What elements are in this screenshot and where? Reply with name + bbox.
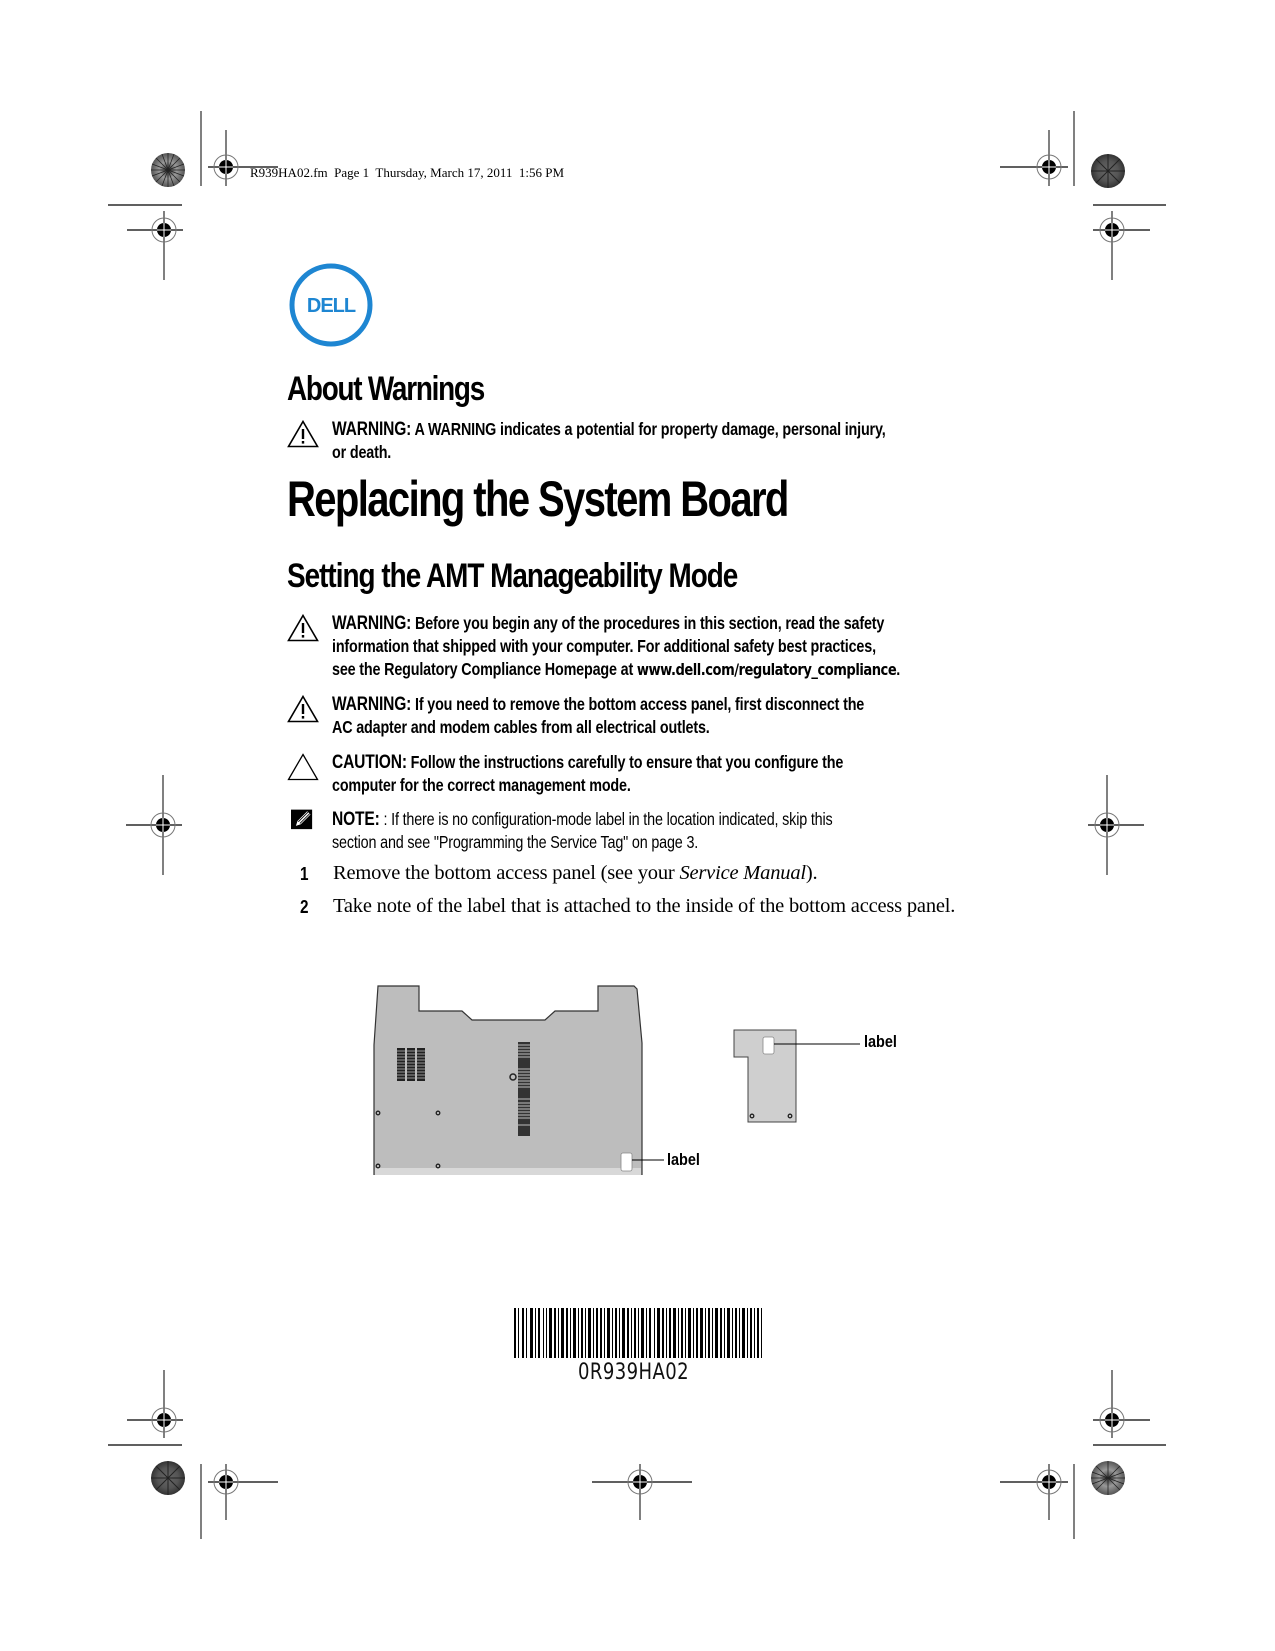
star-target-icon bbox=[151, 1461, 185, 1495]
about-warnings-heading: About Warnings bbox=[287, 370, 485, 408]
callout-label-bottom-panel: label bbox=[667, 1150, 700, 1169]
service-manual-reference: Service Manual bbox=[679, 862, 806, 884]
bottom-access-panel-illustration bbox=[374, 986, 664, 1175]
star-target-icon bbox=[1091, 1461, 1125, 1495]
barcode bbox=[514, 1308, 762, 1358]
access-panel-figure bbox=[360, 975, 920, 1175]
dell-logo bbox=[288, 262, 374, 348]
callout-label-small-panel: label bbox=[864, 1032, 897, 1051]
print-header: R939HA02.fm Page 1 Thursday, March 17, 2011 1:56 PM bbox=[250, 165, 565, 180]
step-number: 1 bbox=[300, 864, 309, 884]
regulatory-compliance-link[interactable]: www.dell.com/regulatory_compliance bbox=[636, 660, 897, 679]
notice-keyword: WARNING: bbox=[332, 419, 412, 440]
star-target-icon bbox=[151, 153, 185, 187]
note-pencil-icon bbox=[291, 809, 317, 833]
warning-triangle-icon bbox=[287, 614, 319, 642]
step-number: 2 bbox=[300, 897, 309, 917]
logo-text: DELL bbox=[306, 295, 356, 317]
section-heading: Setting the AMT Manageability Mode bbox=[287, 557, 738, 595]
small-panel-illustration bbox=[734, 1030, 860, 1122]
barcode-number: 0R939HA02 bbox=[578, 1360, 690, 1385]
caution-triangle-icon bbox=[287, 753, 319, 781]
star-target-icon bbox=[1091, 154, 1125, 188]
warning-triangle-icon bbox=[287, 695, 319, 723]
page-title: Replacing the System Board bbox=[287, 471, 788, 527]
warning-triangle-icon bbox=[287, 420, 319, 448]
